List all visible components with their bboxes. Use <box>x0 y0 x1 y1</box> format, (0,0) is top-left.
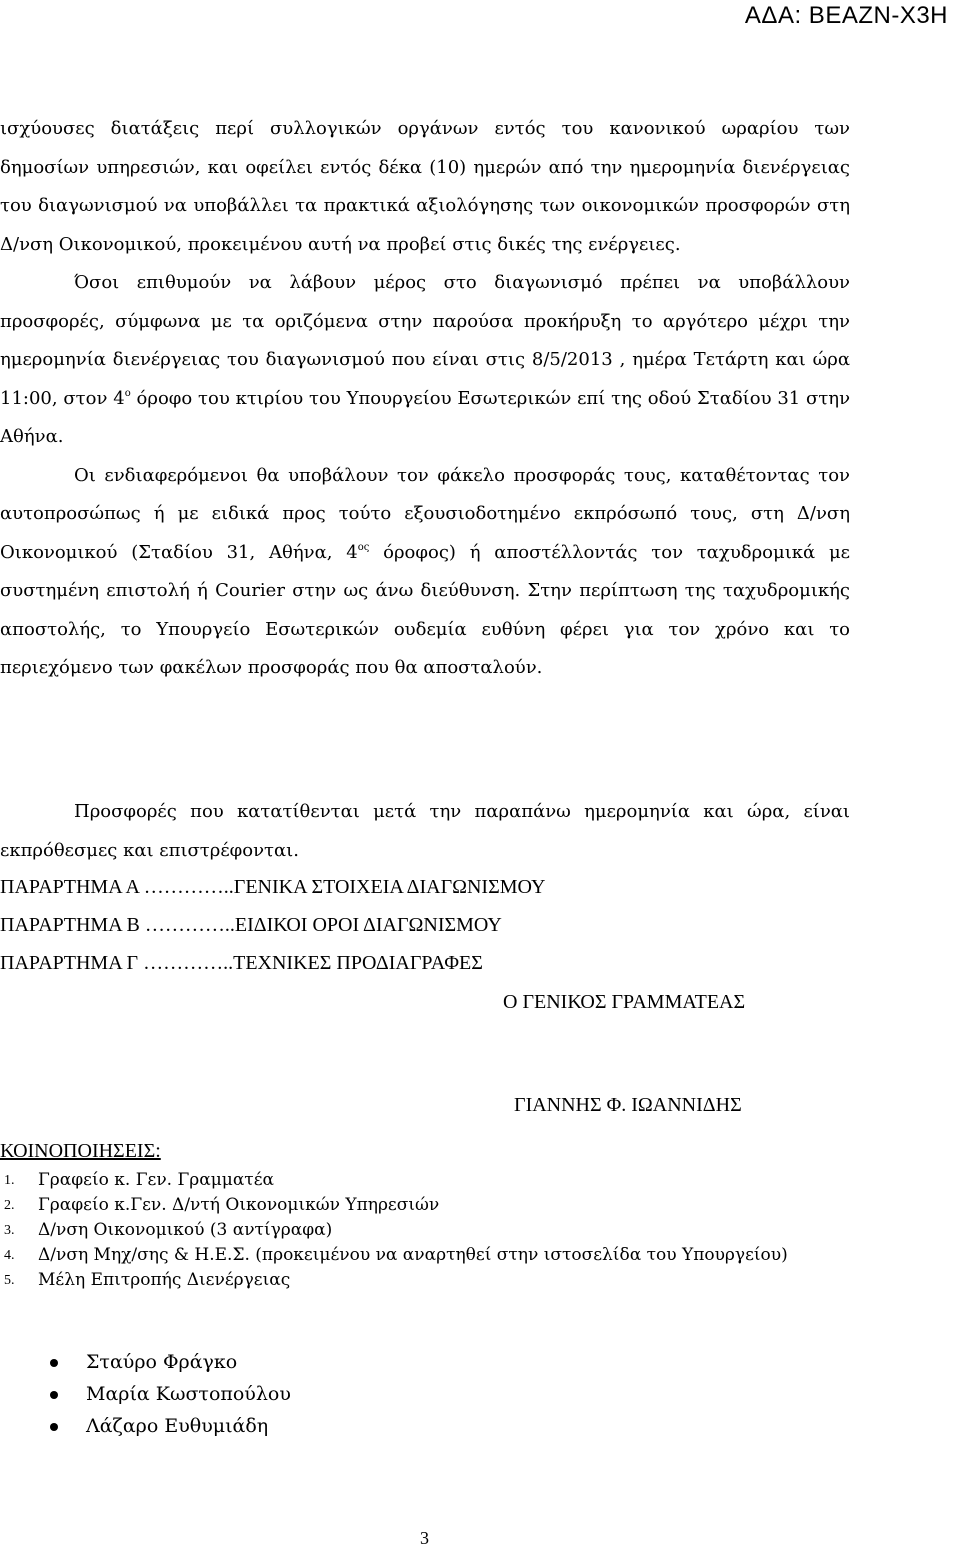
paragraph-3-text-cont: όροφος) ή αποστέλλοντάς τον ταχυδρομικά με συστημένη επιστολή ή Courier στην ως άνω διεύθυνση. <box>0 541 850 601</box>
list-item <box>0 1378 291 1410</box>
ordinal-suffix: ο <box>124 387 131 399</box>
signatory-name: ΓΙΑΝΝΗΣ Φ. ΙΩΑΝΝΙΔΗΣ <box>514 1094 742 1116</box>
ada-code: ΑΔΑ: ΒΕΑΖΝ-Χ3Η <box>744 2 948 29</box>
item-number: 1. <box>4 1173 15 1188</box>
member-name: Λάζαρο Ευθυμιάδη <box>86 1415 269 1437</box>
paragraph-2-text: Όσοι επιθυμούν να λάβουν μέρος στο διαγωνισμό πρέπει να υποβάλλουν προσφορές, σύμφωνα με τα οριζόμενα στην παρούσα προκήρυξη το αργότερο μέχρι την ημερομηνία διενέργειας του διαγωνισμού που είναι στις 8/5/2013 , ημέρα Τετάρτη και ώρα 11:00, στον 4 <box>0 272 850 409</box>
item-number: 5. <box>4 1273 15 1288</box>
list-item <box>0 1243 850 1268</box>
list-item <box>0 1168 850 1193</box>
item-text: Γραφείο κ. Γεν. Γραμματέα <box>38 1170 274 1190</box>
item-number: 3. <box>4 1223 15 1238</box>
item-number: 4. <box>4 1248 15 1263</box>
paragraph-2-tail: Εσωτερικών επί της οδού Σταδίου 31 στην Αθήνα. <box>0 387 851 447</box>
item-text: Γραφείο κ.Γεν. Δ/ντή Οικονομικών Υπηρεσιών <box>38 1195 440 1215</box>
member-name: Μαρία Κωστοπούλου <box>86 1383 291 1405</box>
item-text: Μέλη Επιτροπής Διενέργειας <box>38 1270 291 1290</box>
ordinal-suffix: ος <box>357 541 370 553</box>
committee-members-list <box>0 1346 291 1442</box>
paragraph-3-text: Οι ενδιαφερόμενοι θα υποβάλουν τον φάκελο προσφοράς τους, καταθέτοντας τον αυτοπροσώπως ή με ειδικά προς τούτο εξουσιοδοτημένο εκπρόσωπό τους, στη Δ/νση Οικονομικού (Σταδίου 31, Αθήνα, 4 <box>0 464 850 563</box>
bullet-icon <box>50 1391 58 1399</box>
paragraph-3 <box>0 457 850 688</box>
notifications-list <box>0 1168 850 1293</box>
notifications-heading: ΚΟΙΝΟΠΟΙΗΣΕΙΣ: <box>0 1140 161 1162</box>
signatory-title: Ο ΓΕΝΙΚΟΣ ΓΡΑΜΜΑΤΕΑΣ <box>503 991 746 1013</box>
paragraph-2-text-cont: όροφο του κτιρίου του Υπουργείου <box>130 387 458 409</box>
paragraph-3-tail: Στην περίπτωση της ταχυδρομικής αποστολής, το Υπουργείο Εσωτερικών ουδεμία ευθύνη φέρει για τον χρόνο και το περιεχόμενο των φακέλων προσφοράς που θα αποσταλούν. <box>0 580 850 678</box>
bullet-icon <box>50 1423 58 1431</box>
item-number: 2. <box>4 1198 15 1213</box>
list-item <box>0 1193 850 1218</box>
annex-a: ΠΑΡΑΡΤΗΜΑ Α …………..ΓΕΝΙΚΑ ΣΤΟΙΧΕΙΑ ΔΙΑΓΩΝΙΣΜΟΥ <box>0 876 546 898</box>
list-item <box>0 1218 850 1243</box>
paragraph-4: Προσφορές που κατατίθενται μετά την παραπάνω ημερομηνία και ώρα, είναι εκπρόθεσμες και επιστρέφονται. <box>0 801 850 861</box>
item-text: Δ/νση Μηχ/σης & Η.Ε.Σ. (προκειμένου να αναρτηθεί στην ιστοσελίδα του Υπουργείου) <box>38 1245 788 1265</box>
paragraph-1: ισχύουσες διατάξεις περί συλλογικών οργάνων εντός του κανονικού ωραρίου των δημοσίων υπηρεσιών, και οφείλει εντός δέκα (10) ημερών από την ημερομηνία διενέργειας του διαγωνισμού να υποβάλλει τα πρακτικά αξιολόγησης των οικονομικών προσφορών στη Δ/νση Οικονομικού, προκειμένου αυτή να προβεί στις δικές της ενέργειες. <box>0 118 850 255</box>
paragraph-committee <box>0 110 850 688</box>
paragraph-2 <box>0 264 850 457</box>
list-item <box>0 1268 850 1293</box>
list-item <box>0 1410 291 1442</box>
list-item <box>0 1346 291 1378</box>
page-number: 3 <box>420 1528 429 1548</box>
annex-c: ΠΑΡΑΡΤΗΜΑ Γ …………..ΤΕΧΝΙΚΕΣ ΠΡΟΔΙΑΓΡΑΦΕΣ <box>0 952 483 974</box>
late-offers-section <box>0 793 850 870</box>
member-name: Σταύρο Φράγκο <box>86 1351 238 1373</box>
annex-b: ΠΑΡΑΡΤΗΜΑ Β …………..ΕΙΔΙΚΟΙ ΟΡΟΙ ΔΙΑΓΩΝΙΣΜΟΥ <box>0 914 502 936</box>
item-text: Δ/νση Οικονομικού (3 αντίγραφα) <box>38 1220 333 1240</box>
bullet-icon <box>50 1359 58 1367</box>
